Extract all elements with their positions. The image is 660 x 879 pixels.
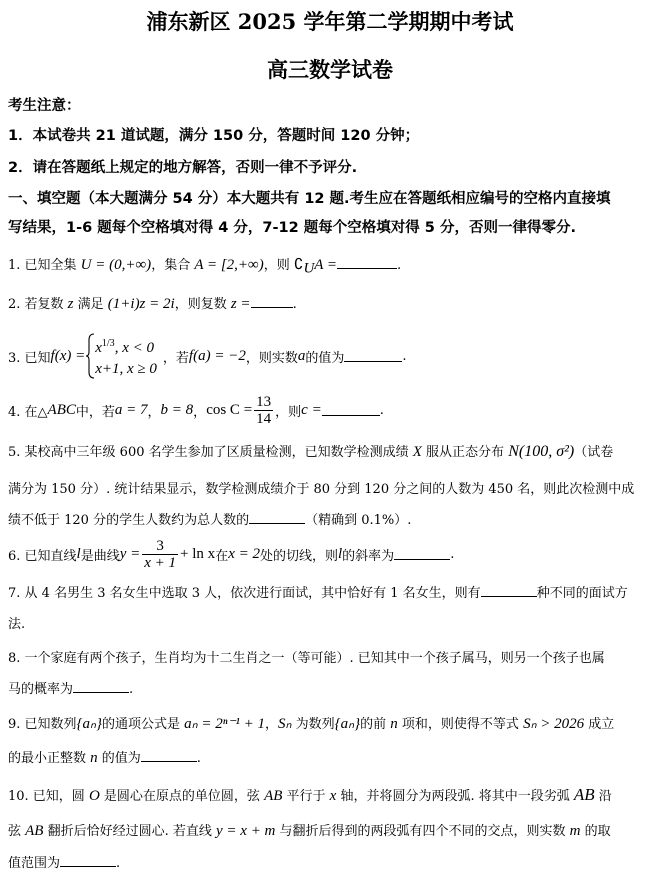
q1-text-c: ，则 [263,258,294,273]
question-8-line1: 8. 一个家庭有两个孩子，生肖均为十二生肖之一（等可能）. 已知其中一个孩子属马，则另一个孩子也属 [8,651,605,666]
q4-text-b: 中，若 [75,404,115,420]
q9-text-b: 的通项公式是 [102,717,185,732]
question-4 [8,390,384,430]
q5-x: X [412,444,422,460]
q4-c-eq: c = [301,401,322,418]
q5-text-line3a: 绩不低于 120 分的学生人数约为总人数的 [8,513,250,528]
q9-sequence: {aₙ} [76,716,103,732]
section-instructions-line2: 写结果，1-6 题每个空格填对得 4 分，7-12 题每个空格填对得 5 分，否则一律得零分. [8,220,576,236]
q1-text-a: 1. 已知全集 [8,258,81,273]
q6-lnx: + ln x [180,545,216,562]
q10-arc-ab: AB [573,785,595,804]
q4-cos-c: cos C = [206,401,253,418]
question-1 [8,254,401,278]
q1-set-a: A = [2,+∞) [194,257,264,273]
q1-universal-set: U = (0,+∞) [80,257,152,273]
q6-x2: x = 2 [228,545,260,562]
q3-case1-exp: 1/3 [101,337,115,349]
q6-y-eq: y = [119,545,141,562]
q8-answer-blank[interactable] [73,682,129,693]
q10-answer-blank[interactable] [60,856,116,867]
question-8-line2 [8,678,133,697]
q2-z-eq: z = [230,296,251,312]
q10-text-line1d: 轴，并将圆分为两段弧. 将其中一段劣弧 [336,789,574,804]
q6-answer-blank[interactable] [394,549,450,560]
q9-answer-blank[interactable] [141,751,197,762]
q9-inequality: Sₙ > 2026 [523,716,585,732]
q3-text-a: 3. 已知 [8,350,51,366]
q10-text-line2b: 翻折后恰好经过圆心. 若直线 [43,824,216,839]
q10-text-line2d: 的取 [580,824,611,839]
q6-text-f: . [450,546,455,562]
q9-text-line2c: . [196,751,201,766]
question-10-line1 [8,785,612,805]
exam-subtitle: 高三数学试卷 [267,57,393,82]
q4-answer-blank[interactable] [322,405,380,416]
q8-text-line2a: 马的概率为 [8,682,74,697]
q4-frac-denominator: 14 [256,410,272,427]
exam-title: 浦东新区 2025 学年第二学期期中考试 [146,9,514,34]
q9-text-e: 的前 [360,717,391,732]
q9-n-2: n [90,750,98,766]
q9-text-f: 项和，则使得不等式 [397,717,524,732]
q8-text-line2b: . [129,682,134,697]
question-10-line2 [8,820,611,840]
q7-text-line1b: 种不同的面试方 [536,586,628,601]
q10-ab-2: AB [25,823,44,839]
q10-text-line1a: 10. 已知，圆 [8,789,89,804]
q7-answer-blank[interactable] [481,586,537,597]
q10-text-line1e: 沿 [594,789,612,804]
q9-text-line2a: 的最小正整数 [8,751,91,766]
q10-line-eq: y = x + m [216,823,276,839]
q9-text-c: ， [265,717,279,732]
q3-case1-base: x [95,339,102,356]
q5-text-line1b: 服从正态分布 [421,445,509,460]
q10-ab: AB [264,788,283,804]
q3-answer-blank[interactable] [344,351,402,362]
q4-text-f: . [379,402,384,418]
q1-complement-expr: A = [314,257,338,273]
question-5-line1 [8,441,613,461]
question-5-line2: 满分为 150 分）. 统计结果显示，数学检测成绩介于 80 分到 120 分之间的人数为 450 名，则此次检测中成 [8,482,635,497]
q10-text-line3b: . [116,856,121,871]
q2-text-a: 2. 若复数 [8,297,68,312]
notice-heading: 考生注意： [8,98,81,114]
q9-sn: Sₙ [278,716,292,732]
q3-fx: f(x) = [50,347,86,364]
q1-complement-symbol: ∁ [293,257,304,273]
q4-frac-numerator: 13 [256,393,272,410]
q1-complement-sub: U [303,260,315,277]
q7-text-line1a: 7. 从 4 名男生 3 名女生中选取 3 人，依次进行面试，其中恰好有 1 名女生，则有 [8,586,481,601]
q3-text-c: ，则实数 [245,350,298,366]
q4-text-c: ， [147,404,161,420]
q10-o: O [88,788,100,804]
q3-case1-cond: , x < 0 [114,339,154,356]
question-7-line2: 法. [8,617,26,632]
question-7-line1 [8,582,628,601]
q3-case2-expr: x+1, x ≥ 0 [95,360,157,377]
q6-frac-denominator: x + 1 [144,554,177,571]
q10-text-line2c: 与翻折后得到的两段弧有四个不同的交点，则实数 [275,824,570,839]
q4-triangle: ABC [47,401,76,418]
q3-brace-icon [85,333,95,379]
q3-a: a [297,347,306,364]
q4-text-a: 4. 在△ [8,404,48,420]
q2-z: z [67,296,74,312]
q5-answer-blank[interactable] [249,513,305,524]
q3-text-e: . [402,348,407,364]
q3-case-2 [95,359,157,380]
q3-piecewise [95,333,157,380]
q2-text-e: . [292,297,297,312]
question-9-line1 [8,713,614,733]
q2-text-b: 满足 [73,297,108,312]
question-10-line3 [8,852,120,871]
q10-m: m [569,823,581,839]
q4-text-e: ，则 [275,404,302,420]
notice-item-2: 2．请在答题纸上规定的地方解答，否则一律不予评分. [8,160,358,176]
q10-text-line2a: 弦 [8,824,26,839]
q10-text-line3a: 值范围为 [8,856,61,871]
q10-text-line1b: 是圆心在原点的单位圆，弦 [99,789,265,804]
q9-text-a: 9. 已知数列 [8,717,77,732]
q6-text-a: 6. 已知直线 [8,548,77,564]
q6-fraction [142,538,178,571]
q5-text-line1a: 5. 某校高中三年级 600 名学生参加了区质量检测，已知数学检测成绩 [8,445,413,460]
q3-text-d: 的值为 [305,350,345,366]
q5-normal-dist: N(100, σ²) [508,443,575,460]
question-2 [8,293,297,313]
q5-text-line1c: （试卷 [574,445,614,460]
q9-text-g: 成立 [584,717,615,732]
q6-l-2: l [338,545,343,562]
q1-text-b: ，集合 [151,258,195,273]
q4-a7: a = 7 [114,401,148,418]
q3-fa: f(a) = −2 [188,347,246,364]
notice-item-1: 1．本试卷共 21 道试题，满分 150 分，答题时间 120 分钟； [8,128,420,144]
q4-b8: b = 8 [160,401,194,418]
q2-equation: (1+i)z = 2i [107,296,175,312]
question-5-line3 [8,509,411,528]
q4-fraction [254,394,273,427]
q6-text-b: 是曲线 [80,548,120,564]
q6-frac-numerator: 3 [142,538,178,555]
q9-text-d: 为数列 [291,717,335,732]
q9-n: n [390,716,398,732]
q9-formula: aₙ = 2ⁿ⁻¹ + 1 [184,716,266,732]
question-9-line2 [8,747,201,767]
q6-text-e: 的斜率为 [342,548,395,564]
q10-x: x [329,788,337,804]
q1-answer-blank[interactable] [337,258,397,269]
q6-text-d: 处的切线，则 [259,548,338,564]
q9-sequence-2: {aₙ} [334,716,361,732]
q5-text-line3b: （精确到 0.1%）. [305,513,412,528]
question-3 [8,331,407,381]
q3-text-b: ，若 [162,350,189,366]
q6-l: l [76,545,81,562]
q1-text-e: . [397,258,402,273]
q3-case-1 [95,333,157,359]
q6-text-c: 在 [215,548,229,564]
q2-text-c: ，则复数 [174,297,231,312]
q2-answer-blank[interactable] [251,297,293,308]
question-6 [8,532,454,576]
q4-text-d: ， [193,404,207,420]
q9-text-line2b: 的值为 [97,751,141,766]
section-instructions-line1: 一、填空题（本大题满分 54 分）本大题共有 12 题.考生应在答题纸相应编号的空格内直接填 [8,191,611,207]
q10-text-line1c: 平行于 [282,789,330,804]
